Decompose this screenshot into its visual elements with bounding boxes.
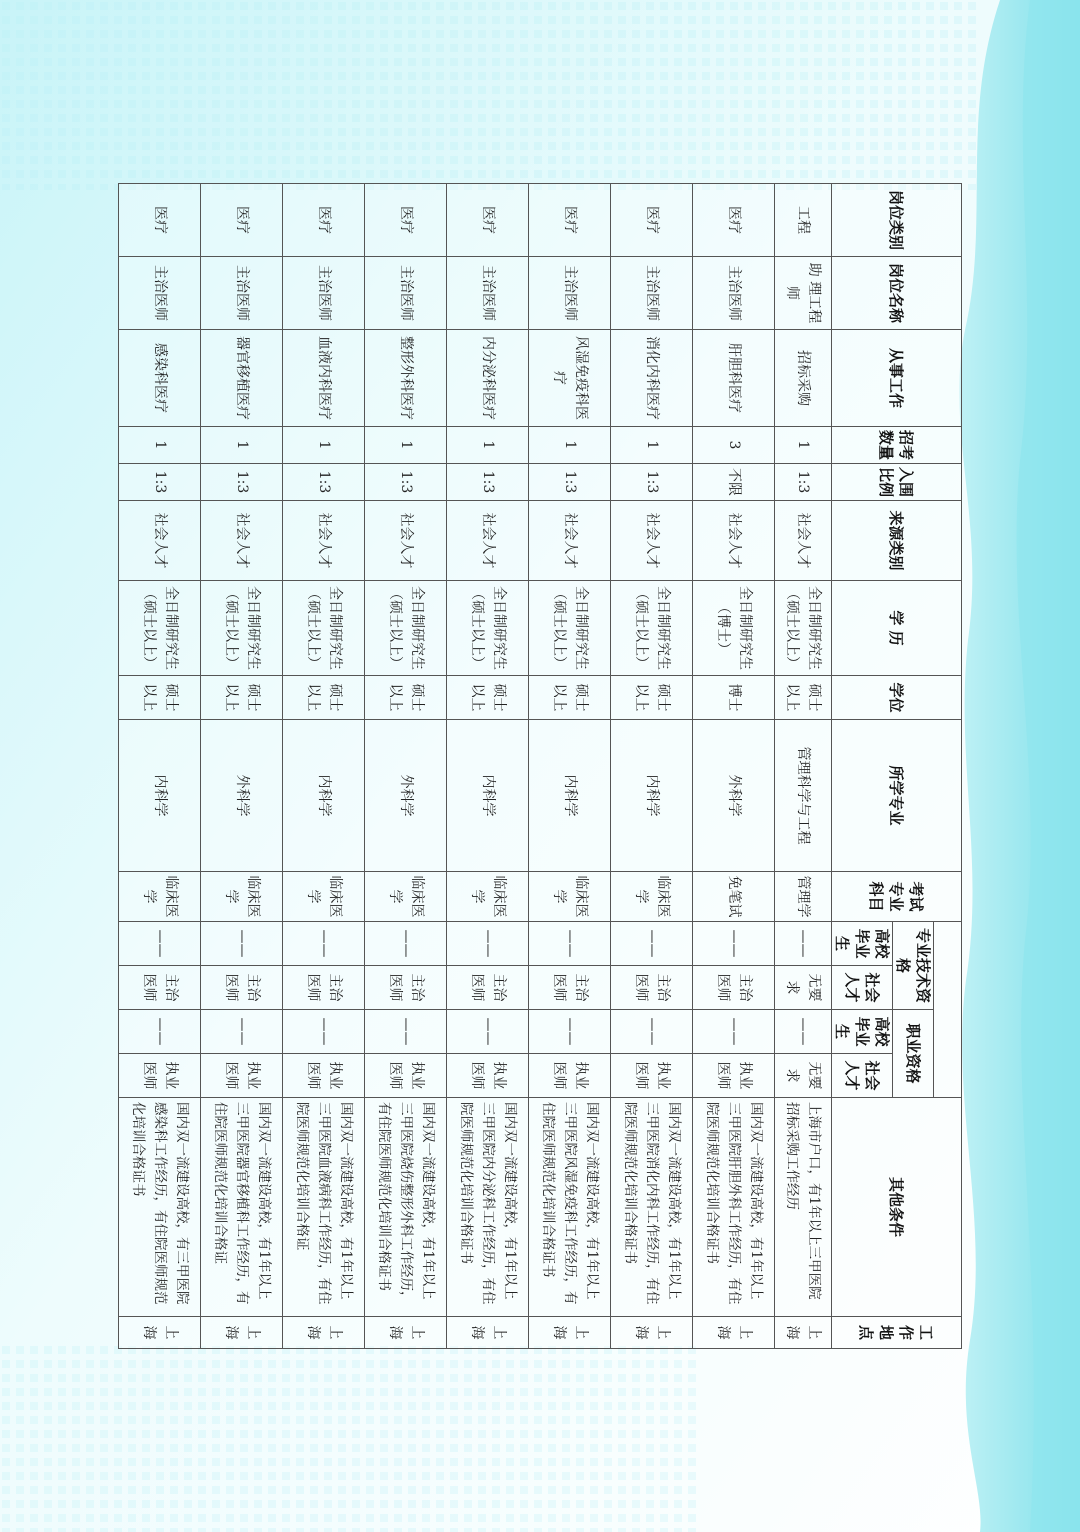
cell-tech-social: 主治医师 (119, 966, 201, 1010)
cell-tech-grad: —— (611, 922, 693, 966)
header-work: 从事工作 (832, 330, 962, 427)
cell-source: 社会人才 (119, 501, 201, 581)
cell-ratio: 1:3 (201, 464, 283, 501)
cell-job-grad: —— (693, 1010, 775, 1054)
cell-work: 风湿免疫科医疗 (529, 330, 611, 427)
cell-other: 国内双一流建设高校，有1年以上三甲医院消化内科工作经历，有住院医师规范化培训合格证书 (611, 1098, 693, 1317)
cell-ratio: 1:3 (529, 464, 611, 501)
cell-tech-social: 主治医师 (283, 966, 365, 1010)
cell-work: 感染科医疗 (119, 330, 201, 427)
cell-count: 3 (693, 427, 775, 464)
cell-education: 全日制研究生（硕士以上） (611, 581, 693, 676)
cell-location: 上海 (693, 1317, 775, 1349)
cell-source: 社会人才 (529, 501, 611, 581)
cell-work: 整形外科医疗 (365, 330, 447, 427)
cell-other: 国内双一流建设高校，有三甲医院感染科工作经历，有住院医师规范化培训合格证书 (119, 1098, 201, 1317)
header-tech-grad: 高校毕业生 (832, 922, 893, 966)
cell-location: 上海 (119, 1317, 201, 1349)
cell-tech-grad: —— (447, 922, 529, 966)
cell-position: 主治医师 (529, 257, 611, 330)
cell-location: 上海 (283, 1317, 365, 1349)
cell-job-social: 执业医师 (529, 1054, 611, 1098)
cell-ratio: 1:3 (775, 464, 832, 501)
cell-degree: 博士 (693, 676, 775, 720)
header-category: 岗位类别 (832, 184, 962, 257)
cell-tech-social: 主治医师 (611, 966, 693, 1010)
cell-count: 1 (447, 427, 529, 464)
cell-education: 全日制研究生（硕士以上） (775, 581, 832, 676)
header-job-qual: 职业资格 (893, 1010, 934, 1098)
cell-ratio: 不限 (693, 464, 775, 501)
cell-tech-grad: —— (283, 922, 365, 966)
table-header (832, 184, 962, 1349)
cell-major: 内科学 (447, 720, 529, 872)
header-tech-social: 社会人才 (832, 966, 893, 1010)
cell-count: 1 (529, 427, 611, 464)
header-education: 学 历 (832, 581, 962, 676)
cell-count: 1 (611, 427, 693, 464)
cell-degree: 硕士以上 (201, 676, 283, 720)
cell-source: 社会人才 (283, 501, 365, 581)
cell-position: 主治医师 (201, 257, 283, 330)
cell-job-grad: —— (775, 1010, 832, 1054)
table-row (529, 184, 611, 1349)
cell-job-social: 执业医师 (611, 1054, 693, 1098)
cell-position: 主治医师 (119, 257, 201, 330)
header-job-grad: 高校毕业生 (832, 1010, 893, 1054)
cell-degree: 硕士以上 (529, 676, 611, 720)
table-body (119, 184, 832, 1349)
cell-source: 社会人才 (365, 501, 447, 581)
cell-category: 医疗 (283, 184, 365, 257)
cell-work: 消化内科医疗 (611, 330, 693, 427)
cell-count: 1 (775, 427, 832, 464)
cell-job-social: 执业医师 (447, 1054, 529, 1098)
cell-tech-grad: —— (693, 922, 775, 966)
table-row (119, 184, 201, 1349)
cell-job-grad: —— (201, 1010, 283, 1054)
cell-other: 上海市户口，有1年以上三甲医院招标采购工作经历 (775, 1098, 832, 1317)
cell-job-grad: —— (611, 1010, 693, 1054)
cell-exam: 临床医学 (119, 872, 201, 922)
cell-count: 1 (119, 427, 201, 464)
cell-location: 上海 (529, 1317, 611, 1349)
cell-job-grad: —— (365, 1010, 447, 1054)
cell-ratio: 1:3 (447, 464, 529, 501)
cell-exam: 临床医学 (365, 872, 447, 922)
cell-other: 国内双一流建设高校，有1年以上三甲医院肝胆外科工作经历，有住院医师规范化培训合格证书 (693, 1098, 775, 1317)
header-position: 岗位名称 (832, 257, 962, 330)
cell-job-grad: —— (283, 1010, 365, 1054)
cell-tech-social: 主治医师 (447, 966, 529, 1010)
table-row (283, 184, 365, 1349)
header-location: 工作地点 (832, 1317, 962, 1349)
cell-exam: 管理学 (775, 872, 832, 922)
cell-work: 器官移植医疗 (201, 330, 283, 427)
cell-degree: 硕士以上 (365, 676, 447, 720)
cell-degree: 硕士以上 (611, 676, 693, 720)
cell-source: 社会人才 (693, 501, 775, 581)
cell-location: 上海 (201, 1317, 283, 1349)
cell-other: 国内双一流建设高校，有1年以上三甲医院烧伤整形外科工作经历，有住院医师规范化培训合格证书 (365, 1098, 447, 1317)
cell-count: 1 (365, 427, 447, 464)
cell-job-grad: —— (529, 1010, 611, 1054)
cell-work: 招标采购 (775, 330, 832, 427)
header-major: 所学专业 (832, 720, 962, 872)
header-qualifications (934, 922, 962, 1098)
recruitment-table (118, 183, 962, 1349)
cell-work: 血液内科医疗 (283, 330, 365, 427)
cell-work: 肝胆科医疗 (693, 330, 775, 427)
cell-job-social: 执业医师 (693, 1054, 775, 1098)
cell-tech-grad: —— (529, 922, 611, 966)
cell-source: 社会人才 (611, 501, 693, 581)
table-row (447, 184, 529, 1349)
cell-category: 医疗 (447, 184, 529, 257)
cell-location: 上海 (611, 1317, 693, 1349)
cell-major: 内科学 (611, 720, 693, 872)
cell-position: 主治医师 (447, 257, 529, 330)
rotated-table-container (118, 183, 962, 1348)
cell-tech-grad: —— (365, 922, 447, 966)
cell-count: 1 (283, 427, 365, 464)
cell-education: 全日制研究生（硕士以上） (529, 581, 611, 676)
cell-major: 内科学 (119, 720, 201, 872)
cell-job-grad: —— (119, 1010, 201, 1054)
cell-major: 内科学 (283, 720, 365, 872)
cell-tech-social: 主治医师 (201, 966, 283, 1010)
table-row (365, 184, 447, 1349)
cell-education: 全日制研究生（硕士以上） (447, 581, 529, 676)
table-row (611, 184, 693, 1349)
cell-category: 医疗 (201, 184, 283, 257)
table-row (693, 184, 775, 1349)
cell-work: 内分泌科医疗 (447, 330, 529, 427)
cell-exam: 免笔试 (693, 872, 775, 922)
cell-location: 上海 (447, 1317, 529, 1349)
header-other: 其他条件 (832, 1098, 962, 1317)
header-count: 招考数量 (832, 427, 962, 464)
header-source: 来源类别 (832, 501, 962, 581)
table-row (201, 184, 283, 1349)
cell-category: 医疗 (529, 184, 611, 257)
cell-other: 国内双一流建设高校，有1年以上三甲医院内分泌科工作经历，有住院医师规范化培训合格证书 (447, 1098, 529, 1317)
cell-location: 上海 (775, 1317, 832, 1349)
cell-position: 助 理工程师 (775, 257, 832, 330)
cell-source: 社会人才 (201, 501, 283, 581)
cell-position: 主治医师 (283, 257, 365, 330)
cell-job-social: 无要求 (775, 1054, 832, 1098)
cell-ratio: 1:3 (611, 464, 693, 501)
cell-job-social: 执业医师 (119, 1054, 201, 1098)
cell-education: 全日制研究生（硕士以上） (119, 581, 201, 676)
table-row (775, 184, 832, 1349)
cell-category: 医疗 (611, 184, 693, 257)
cell-exam: 临床医学 (283, 872, 365, 922)
cell-degree: 硕士以上 (775, 676, 832, 720)
header-tech-qual: 专业技术资格 (893, 922, 934, 1010)
cell-category: 工程 (775, 184, 832, 257)
cell-count: 1 (201, 427, 283, 464)
cell-tech-social: 无要求 (775, 966, 832, 1010)
cell-category: 医疗 (693, 184, 775, 257)
cell-tech-grad: —— (119, 922, 201, 966)
cell-source: 社会人才 (447, 501, 529, 581)
cell-exam: 临床医学 (447, 872, 529, 922)
cell-major: 外科学 (201, 720, 283, 872)
header-ratio: 入围比例 (832, 464, 962, 501)
cell-job-grad: —— (447, 1010, 529, 1054)
cell-degree: 硕士以上 (119, 676, 201, 720)
cell-exam: 临床医学 (201, 872, 283, 922)
cell-position: 主治医师 (693, 257, 775, 330)
header-exam: 考试专业科目 (832, 872, 962, 922)
cell-category: 医疗 (365, 184, 447, 257)
cell-tech-grad: —— (775, 922, 832, 966)
cell-education: 全日制研究生（硕士以上） (283, 581, 365, 676)
header-degree: 学位 (832, 676, 962, 720)
cell-job-social: 执业医师 (365, 1054, 447, 1098)
cell-source: 社会人才 (775, 501, 832, 581)
cell-tech-social: 主治医师 (529, 966, 611, 1010)
cell-degree: 硕士以上 (283, 676, 365, 720)
cell-major: 内科学 (529, 720, 611, 872)
cell-other: 国内双一流建设高校，有1年以上三甲医院器官移植科工作经历，有住院医师规范化培训合格证 (201, 1098, 283, 1317)
cell-exam: 临床医学 (611, 872, 693, 922)
header-job-social: 社会人才 (832, 1054, 893, 1098)
cell-category: 医疗 (119, 184, 201, 257)
cell-other: 国内双一流建设高校，有1年以上三甲医院血液病科工作经历，有住院医师规范化培训合格证 (283, 1098, 365, 1317)
cell-major: 外科学 (365, 720, 447, 872)
cell-degree: 硕士以上 (447, 676, 529, 720)
cell-education: 全日制研究生（博士） (693, 581, 775, 676)
cell-education: 全日制研究生（硕士以上） (201, 581, 283, 676)
cell-location: 上海 (365, 1317, 447, 1349)
cell-ratio: 1:3 (365, 464, 447, 501)
cell-tech-social: 主治医师 (365, 966, 447, 1010)
cell-education: 全日制研究生（硕士以上） (365, 581, 447, 676)
cell-exam: 临床医学 (529, 872, 611, 922)
cell-job-social: 执业医师 (283, 1054, 365, 1098)
cell-major: 外科学 (693, 720, 775, 872)
cell-tech-grad: —— (201, 922, 283, 966)
cell-position: 主治医师 (365, 257, 447, 330)
cell-ratio: 1:3 (119, 464, 201, 501)
cell-tech-social: 主治医师 (693, 966, 775, 1010)
cell-other: 国内双一流建设高校，有1年以上三甲医院风湿免疫科工作经历，有住院医师规范化培训合格证书 (529, 1098, 611, 1317)
cell-ratio: 1:3 (283, 464, 365, 501)
cell-job-social: 执业医师 (201, 1054, 283, 1098)
cell-major: 管理科学与工程 (775, 720, 832, 872)
cell-position: 主治医师 (611, 257, 693, 330)
